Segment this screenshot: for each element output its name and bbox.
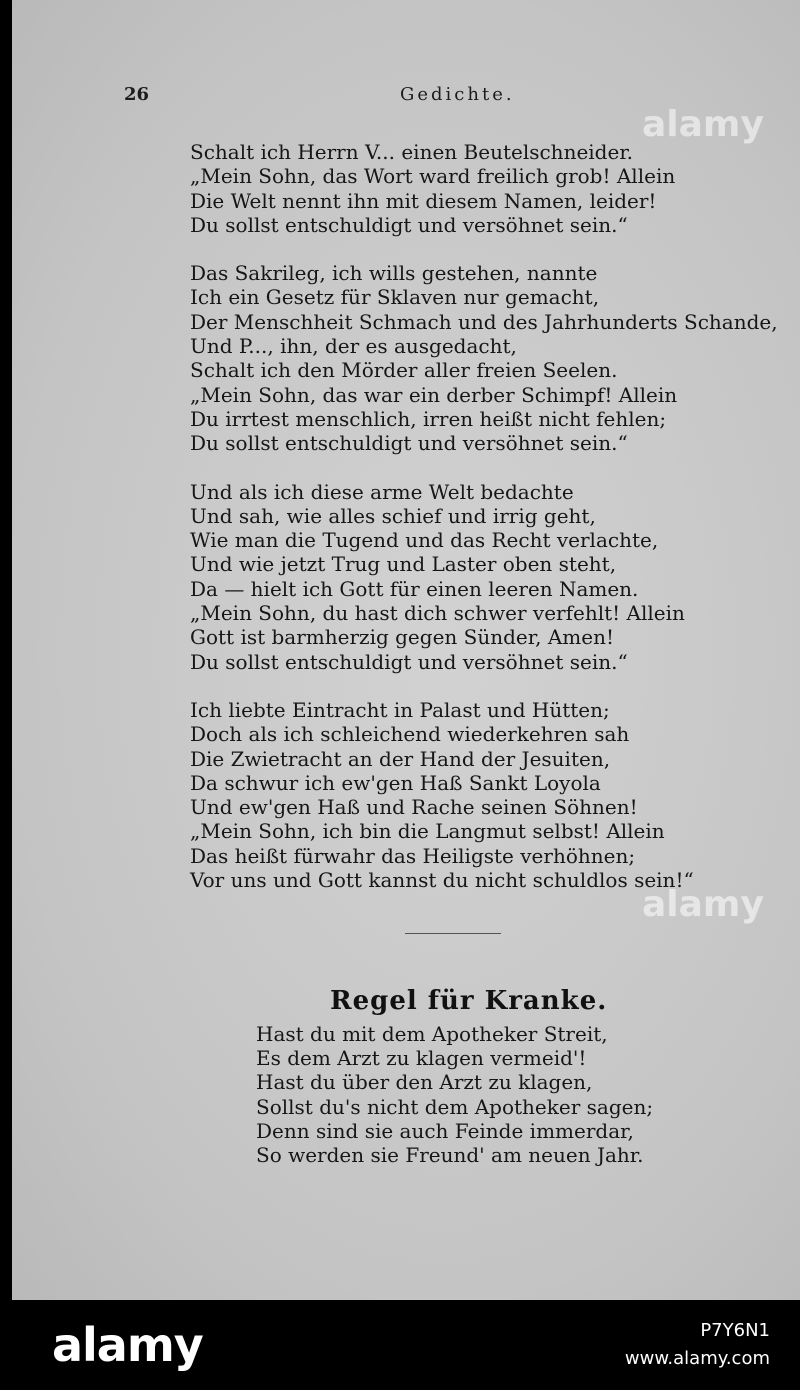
poem-line: Denn sind sie auch Feinde immerdar, — [256, 1118, 634, 1143]
poem-line: Da — hielt ich Gott für einen leeren Namen. — [190, 576, 639, 601]
poem-line: Und wie jetzt Trug und Laster oben steht, — [190, 552, 617, 577]
poem-line: Du sollst entschuldigt und versöhnet sein.“ — [190, 431, 628, 456]
poem-line: Das Sakrileg, ich wills gestehen, nannte — [190, 261, 598, 286]
poem-line: Und sah, wie alles schief und irrig geht, — [190, 503, 596, 528]
poem-line: Ich liebte Eintracht in Palast und Hütten; — [190, 697, 610, 722]
poem-line: „Mein Sohn, ich bin die Langmut selbst! Allein — [190, 819, 665, 844]
watermark-logo: alamy — [642, 884, 764, 925]
poem-line: Die Zwietracht an der Hand der Jesuiten, — [190, 746, 611, 771]
poem-line: Ich ein Gesetz für Sklaven nur gemacht, — [190, 285, 600, 310]
poem-line: Und P..., ihn, der es ausgedacht, — [190, 334, 517, 359]
poem-line: Du sollst entschuldigt und versöhnet sein.“ — [190, 212, 628, 237]
watermark-logo: alamy — [642, 104, 764, 145]
poem-title: Regel für Kranke. — [330, 986, 608, 1016]
stanza — [190, 480, 750, 674]
image-id: P7Y6N1 — [700, 1320, 770, 1341]
poem-line: Gott ist barmherzig gegen Sünder, Amen! — [190, 625, 614, 650]
poem-line: Hast du über den Arzt zu klagen, — [256, 1070, 593, 1095]
running-head: Gedichte. — [400, 84, 515, 105]
poem-line: Vor uns und Gott kannst du nicht schuldlos sein!“ — [190, 868, 694, 893]
poem-line: So werden sie Freund' am neuen Jahr. — [256, 1143, 644, 1168]
poem-line: Der Menschheit Schmach und des Jahrhunderts Schande, — [190, 309, 778, 334]
poem-line: Doch als ich schleichend wiederkehren sah — [190, 722, 630, 747]
stanza — [190, 698, 750, 892]
poem-line: Das heißt fürwahr das Heiligste verhöhnen; — [190, 843, 636, 868]
poem-line: Die Welt nennt ihn mit diesem Namen, leider! — [190, 188, 657, 213]
page-number: 26 — [124, 84, 150, 105]
poem-line: „Mein Sohn, du hast dich schwer verfehlt! Allein — [190, 601, 685, 626]
section-divider — [405, 933, 501, 934]
poem-line: Hast du mit dem Apotheker Streit, — [256, 1022, 608, 1046]
stanza — [190, 140, 750, 237]
poem-body — [190, 140, 778, 916]
alamy-logo: alamy — [52, 1318, 203, 1372]
poem-line: Und als ich diese arme Welt bedachte — [190, 479, 574, 504]
poem-line: Sollst du's nicht dem Apotheker sagen; — [256, 1094, 654, 1119]
poem-line: Schalt ich Herrn V... einen Beutelschneider. — [190, 140, 634, 164]
poem-body-2 — [256, 1022, 676, 1167]
poem-line: Und ew'gen Haß und Rache seinen Söhnen! — [190, 795, 638, 820]
poem-line: Du sollst entschuldigt und versöhnet sein.“ — [190, 649, 628, 674]
poem-line: Da schwur ich ew'gen Haß Sankt Loyola — [190, 770, 601, 795]
poem-line: Schalt ich den Mörder aller freien Seelen. — [190, 358, 618, 383]
footer-url: www.alamy.com — [624, 1348, 770, 1369]
poem-line: Es dem Arzt zu klagen vermeid'! — [256, 1046, 587, 1071]
stanza — [190, 261, 778, 456]
poem-line: „Mein Sohn, das Wort ward freilich grob! Allein — [190, 164, 676, 189]
poem-line: „Mein Sohn, das war ein derber Schimpf! Allein — [190, 382, 678, 407]
poem-line: Du irrtest menschlich, irren heißt nicht fehlen; — [190, 406, 667, 431]
poem-line: Wie man die Tugend und das Recht verlachte, — [190, 528, 659, 553]
